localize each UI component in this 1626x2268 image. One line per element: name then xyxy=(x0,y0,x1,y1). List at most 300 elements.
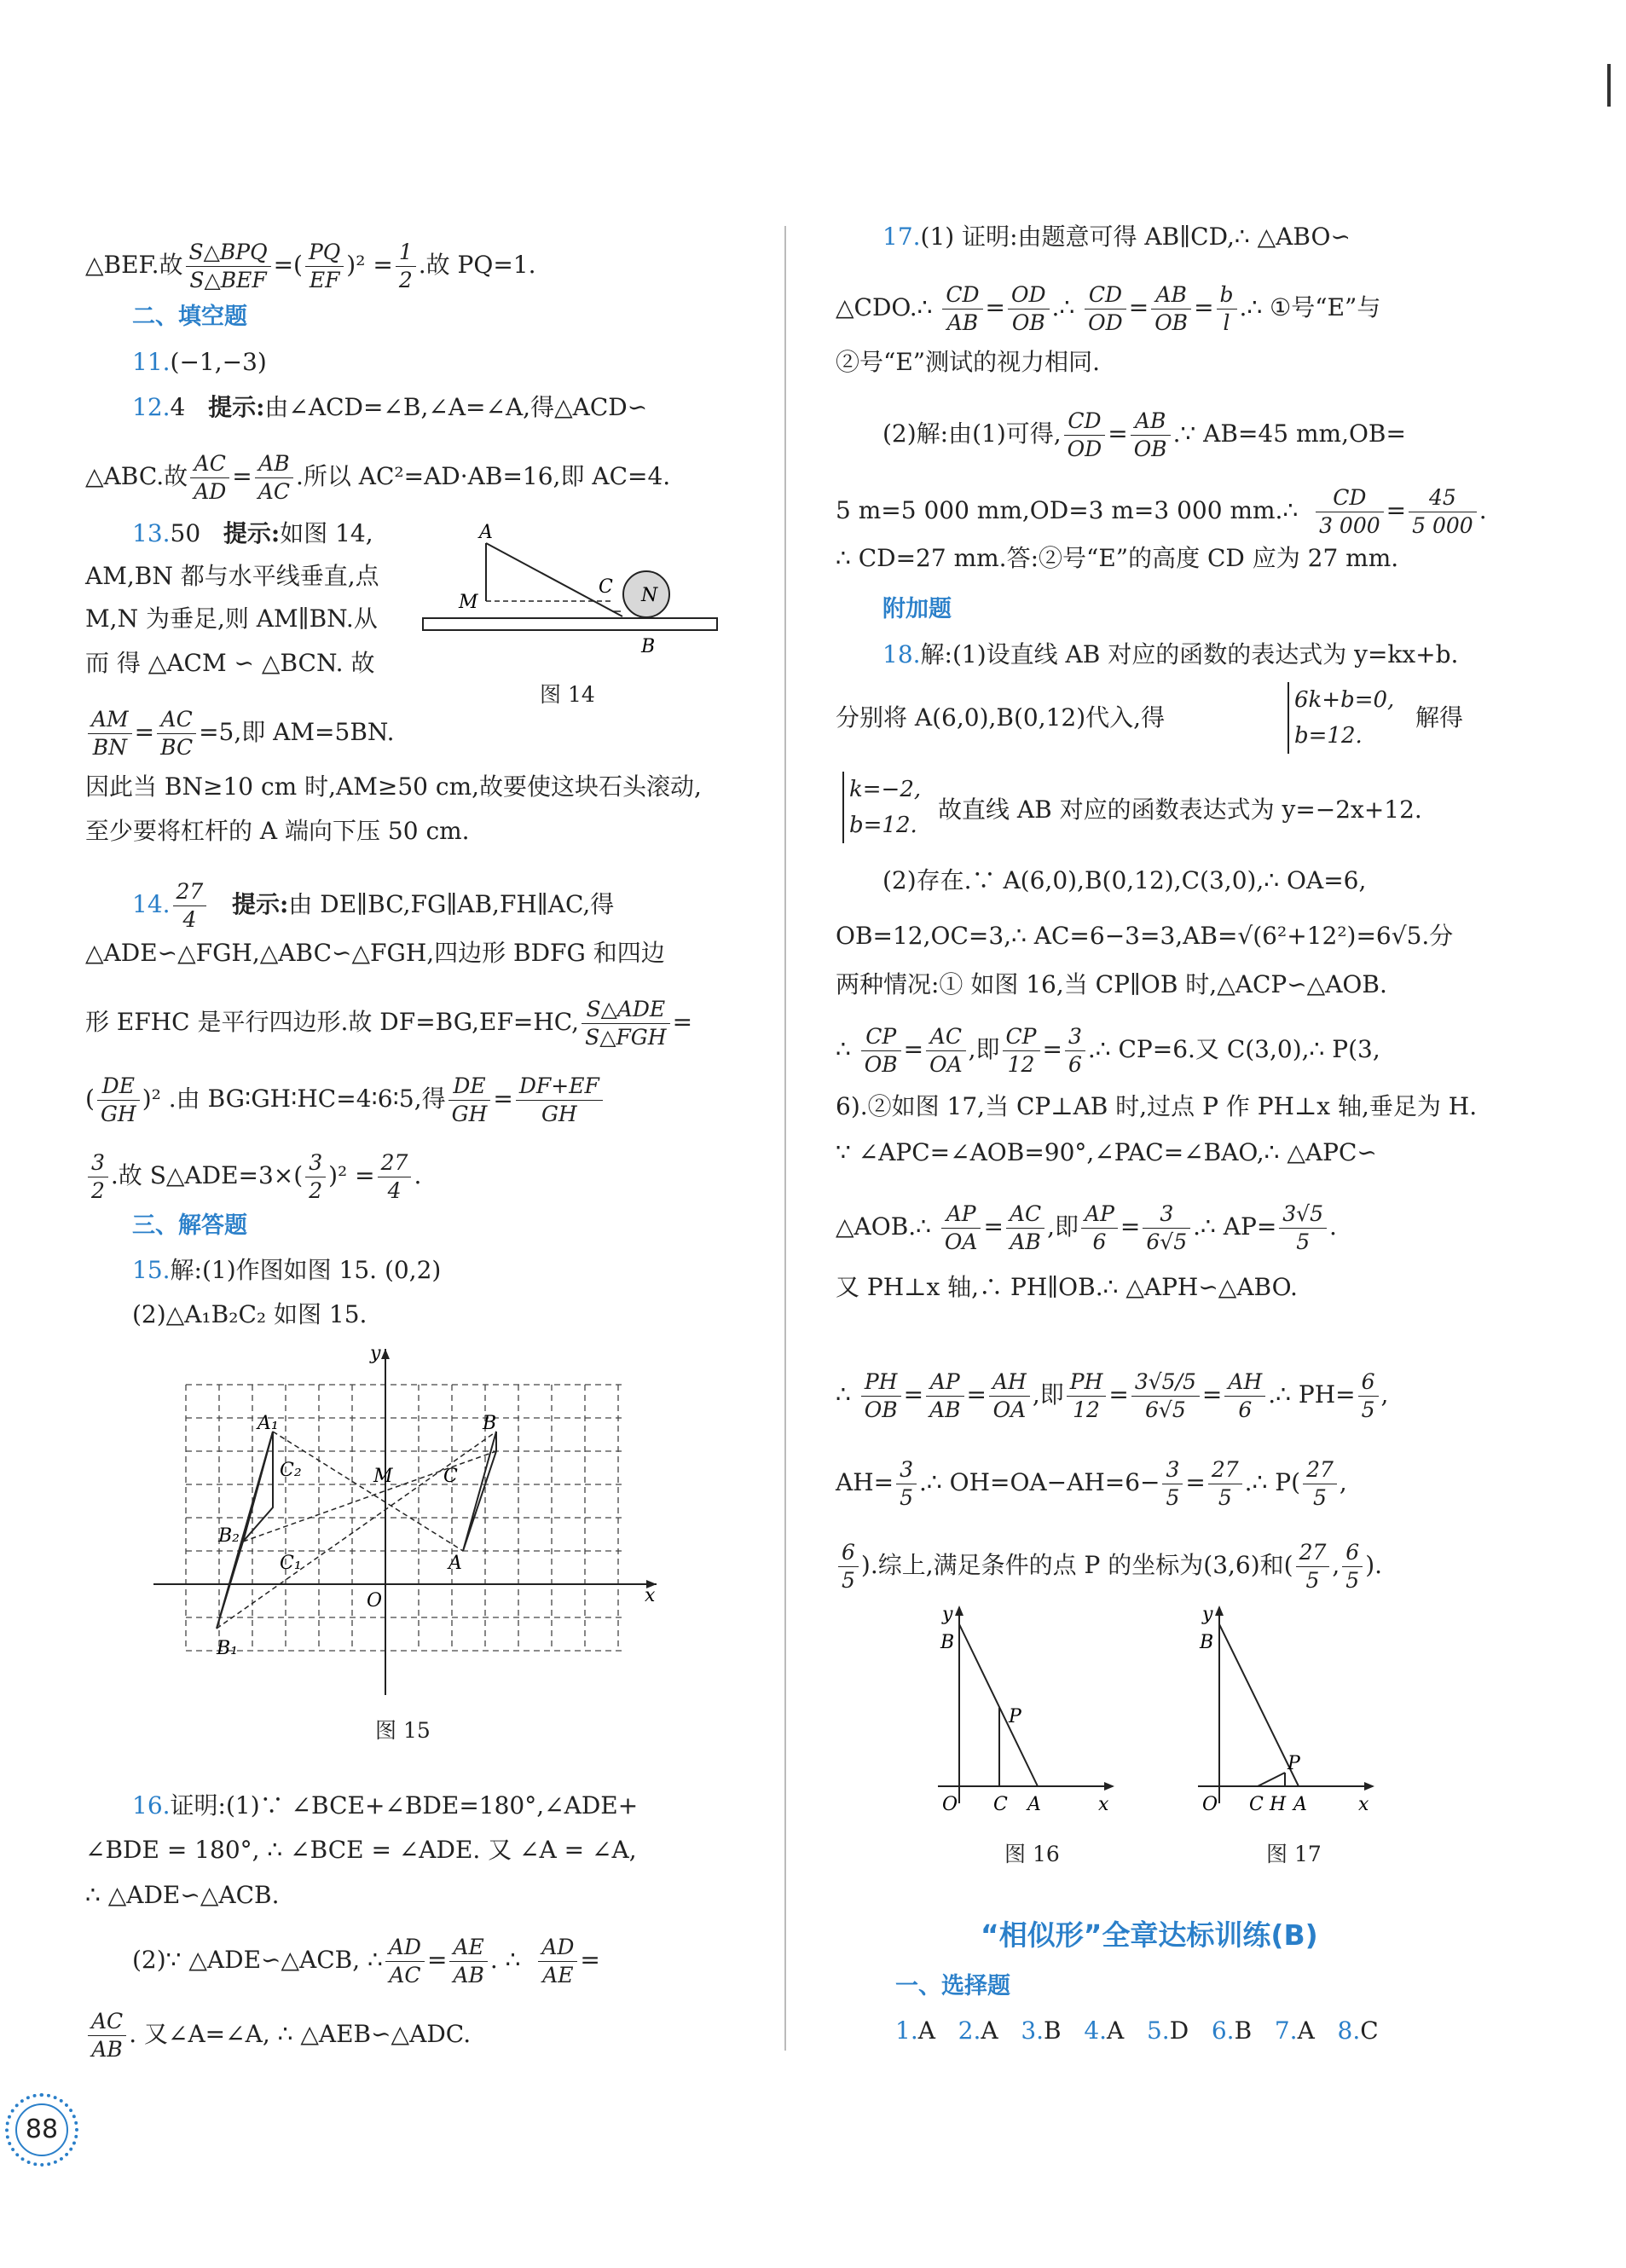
page-number-badge xyxy=(5,2093,78,2167)
den: OB xyxy=(864,1397,898,1422)
den: AC xyxy=(257,479,290,504)
num: CP xyxy=(861,1023,901,1051)
q16-line-2: ∠BDE = 180°, ∴ ∠BCE = ∠ADE. 又 ∠A = ∠A, xyxy=(85,1836,637,1864)
den: AB xyxy=(929,1397,961,1422)
dashed-lines xyxy=(217,1432,496,1629)
label-c: C xyxy=(1249,1794,1264,1815)
answer-number: 2. xyxy=(958,2016,981,2045)
q18-line-4: (2)存在.∵ A(6,0),B(0,12),C(3,0),∴ OA=6, xyxy=(882,866,1367,894)
q13-line-5: $\frac{AM}{BN}$ = $\frac{AC}{BC}$ =5,即 AM=5BN. xyxy=(85,706,395,761)
q18-line-9: ∵ ∠APC=∠AOB=90°,∠PAC=∠BAO,∴ △APC∽ xyxy=(836,1138,1377,1166)
q13-line-3: M,N 为垂足,则 AM∥BN.从 xyxy=(85,605,378,633)
num: CP xyxy=(1003,1023,1040,1051)
fraction xyxy=(1217,281,1237,337)
fraction xyxy=(449,1934,487,1989)
answer-number: 7. xyxy=(1274,2016,1298,2045)
answer-item xyxy=(1212,2016,1252,2045)
hint-label: 提示: xyxy=(232,890,289,918)
y-axis-arrow xyxy=(955,1606,963,1616)
fraction xyxy=(1296,1539,1330,1594)
answer-number: 3. xyxy=(1021,2016,1044,2045)
question-number: 18. xyxy=(882,640,921,668)
text: )² = xyxy=(328,1161,375,1189)
num: AB xyxy=(1151,281,1191,310)
line-1 xyxy=(85,239,536,294)
label-b: B xyxy=(641,636,656,657)
q16-line-1 xyxy=(132,1789,638,1823)
text: .∴ P( xyxy=(1244,1468,1301,1496)
text: ).综上,满足条件的点 P 的坐标为(3,6)和( xyxy=(860,1551,1293,1579)
den: OD xyxy=(1088,310,1123,335)
text: . ∴ xyxy=(489,1946,521,1974)
text: (2)解:由(1)可得, xyxy=(882,419,1062,448)
equation-system-2 xyxy=(842,772,921,843)
num: 27 xyxy=(378,1149,412,1177)
num: AB xyxy=(255,450,293,478)
num: AC xyxy=(157,706,196,734)
q18-line-6: 两种情况:① 如图 16,当 CP∥OB 时,△ACP∽△AOB. xyxy=(836,970,1387,998)
fraction xyxy=(97,1073,140,1128)
text: △ABC.故 xyxy=(85,462,188,490)
num: 3 xyxy=(88,1149,108,1177)
answer-value: A xyxy=(1297,2016,1315,2045)
den: 6 xyxy=(1238,1397,1253,1422)
label-a1: A₁ xyxy=(257,1413,279,1434)
answer-number: 1. xyxy=(895,2016,918,2045)
fraction xyxy=(88,706,132,761)
q15-line-1 xyxy=(132,1253,441,1287)
den: 12 xyxy=(1073,1397,1100,1422)
label-b: B xyxy=(1200,1632,1214,1653)
q16-line-4: (2)∵ △ADE∽△ACB, ∴ $\frac{AD}{AC}$ = $\frac{AE}{AB}$ . ∴ $\frac{AD}{AE}$ = xyxy=(132,1935,600,1987)
text: . 又∠A=∠A, ∴ △AEB∽△ADC. xyxy=(129,2020,472,2048)
label-c: C xyxy=(443,1466,458,1487)
num: 27 xyxy=(1208,1456,1242,1484)
chapter-title: “相似形”全章达标训练(B) xyxy=(981,1918,1318,1952)
fraction xyxy=(378,1149,412,1205)
label-c: C xyxy=(993,1794,1008,1815)
den: 5 xyxy=(1345,1568,1360,1593)
text: =5,即 AM=5BN. xyxy=(199,718,395,746)
label-a: A xyxy=(1027,1794,1041,1815)
text: .∴ PH= xyxy=(1268,1380,1356,1409)
section-solve-heading: 三、解答题 xyxy=(132,1212,247,1239)
fraction xyxy=(1085,281,1126,337)
num: AE xyxy=(449,1934,487,1962)
fraction xyxy=(190,450,229,506)
fraction xyxy=(1303,1456,1337,1512)
answer-number: 6. xyxy=(1211,2016,1235,2045)
fraction xyxy=(1131,408,1171,463)
fraction xyxy=(255,450,293,506)
q17-line-6: ∴ CD=27 mm.答:②号“E”的高度 CD 应为 27 mm. xyxy=(836,544,1399,572)
fraction xyxy=(896,1456,917,1512)
num: CD xyxy=(1064,408,1106,436)
q17-line-2: △CDO.∴ $\frac{CD}{AB}$ = $\frac{OD}{OB}$ .∴ $\frac{CD}{OD}$ = $\frac{AB}{OB}$ = $\frac{b}{l}$ .∴ ①号“E”与 xyxy=(836,282,1381,335)
den: 4 xyxy=(387,1178,402,1203)
section-extra-heading: 附加题 xyxy=(882,596,952,622)
x-axis-arrow xyxy=(1104,1782,1114,1791)
num: 3 xyxy=(896,1456,917,1484)
fraction xyxy=(942,281,982,337)
den: AE xyxy=(542,1963,574,1987)
y-axis-arrow xyxy=(1215,1606,1224,1616)
num: 27 xyxy=(173,878,207,906)
text: (−1,−3) xyxy=(170,348,267,376)
label-y: y xyxy=(942,1604,953,1625)
fraction xyxy=(173,878,207,934)
den: 6 xyxy=(1092,1229,1107,1254)
num: PH xyxy=(861,1368,901,1397)
text: .∴ ①号“E”与 xyxy=(1239,293,1381,321)
num: 3√5/5 xyxy=(1131,1368,1200,1397)
den: GH xyxy=(451,1102,488,1126)
den: 5 xyxy=(1361,1397,1375,1422)
q11 xyxy=(132,345,267,379)
num: CD xyxy=(1316,484,1384,512)
den: AB xyxy=(946,310,979,335)
num: 45 xyxy=(1409,484,1477,512)
den: OA xyxy=(992,1397,1027,1422)
text: △CDO.∴ xyxy=(836,293,933,321)
text: AH= xyxy=(836,1468,894,1496)
den: 6√5 xyxy=(1145,1397,1186,1422)
text: 分别将 A(6,0),B(0,12)代入,得 xyxy=(836,703,1166,732)
num: 27 xyxy=(1296,1539,1330,1567)
answer-value: C xyxy=(1360,2016,1379,2045)
den: EF xyxy=(309,268,340,292)
num: 1 xyxy=(396,239,416,267)
text: (2)∵ △ADE∽△ACB, ∴ xyxy=(132,1946,383,1974)
answer: 50 xyxy=(170,519,201,547)
q16-line-5 xyxy=(85,2008,471,2063)
q13-line-2: AM,BN 都与水平线垂直,点 xyxy=(85,562,379,590)
answer-item xyxy=(895,2016,935,2045)
den: OB xyxy=(864,1052,898,1077)
fraction xyxy=(1224,1368,1265,1424)
figure-17-caption: 图 17 xyxy=(1266,1842,1322,1866)
text: 解:(1)作图如图 15. (0,2) xyxy=(170,1256,442,1284)
text: .所以 AC²=AD·AB=16,即 AC=4. xyxy=(295,462,671,490)
den: 3 000 xyxy=(1319,513,1380,538)
q18-line-8: 6).②如图 17,当 CP⊥AB 时,过点 P 作 PH⊥x 轴,垂足为 H. xyxy=(836,1092,1478,1120)
question-number: 14. xyxy=(132,890,171,918)
fraction xyxy=(1316,484,1384,540)
text: 由 DE∥BC,FG∥AB,FH∥AC,得 xyxy=(288,890,615,918)
answer-row xyxy=(895,2014,1379,2048)
label-b1: B₁ xyxy=(217,1638,238,1659)
fraction xyxy=(941,1201,981,1256)
fraction xyxy=(1067,1368,1107,1424)
answer-value: B xyxy=(1234,2016,1253,2045)
label-o: O xyxy=(1202,1794,1218,1815)
figure-16-caption: 图 16 xyxy=(1004,1842,1060,1866)
num: DF+EF xyxy=(516,1073,603,1101)
fraction xyxy=(861,1023,901,1079)
q13-line-1 xyxy=(132,517,373,551)
fraction xyxy=(926,1368,963,1424)
num: AH xyxy=(989,1368,1030,1397)
num: AC xyxy=(1006,1201,1044,1229)
section-fill-heading: 二、填空题 xyxy=(132,304,247,330)
num: AP xyxy=(926,1368,963,1397)
den: 2 xyxy=(398,268,413,292)
den: OB xyxy=(1011,310,1045,335)
text: (1) 证明:由题意可得 AB∥CD,∴ △ABO∽ xyxy=(920,223,1351,251)
text: ,即 xyxy=(1047,1212,1079,1241)
fraction xyxy=(385,1934,425,1989)
question-number: 16. xyxy=(132,1791,171,1820)
fraction xyxy=(1143,1201,1190,1256)
fraction xyxy=(1358,1368,1379,1424)
fraction xyxy=(186,239,271,294)
fraction xyxy=(157,706,196,761)
num: AC xyxy=(926,1023,966,1051)
label-a: A xyxy=(448,1553,462,1574)
text: .故 PQ=1. xyxy=(418,251,536,279)
fraction xyxy=(1409,484,1477,540)
den: BC xyxy=(160,735,194,760)
den: 5 xyxy=(842,1568,855,1593)
den: 2 xyxy=(91,1178,105,1203)
q18-line-11: 又 PH⊥x 轴,∴ PH∥OB.∴ △APH∽△ABO. xyxy=(836,1273,1298,1301)
answer-number: 8. xyxy=(1337,2016,1361,2045)
q18-line-7: ∴ $\frac{CP}{OB}$ = $\frac{AC}{OA}$ ,即 $\frac{CP}{12}$ = $\frac{3}{6}$ .∴ CP=6.又 C(3,0),∴ P(3, xyxy=(836,1024,1380,1077)
den: OB xyxy=(1154,310,1189,335)
equation: b=12. xyxy=(1294,723,1363,749)
num: AP xyxy=(941,1201,981,1229)
question-number: 12. xyxy=(132,393,171,421)
label-p: P xyxy=(1287,1753,1300,1774)
fraction xyxy=(448,1073,491,1128)
fraction xyxy=(88,2008,126,2063)
num: 3 xyxy=(1065,1023,1085,1051)
den: OB xyxy=(1133,437,1167,461)
num: S△BPQ xyxy=(186,239,271,267)
fraction xyxy=(861,1368,901,1424)
label-a: A xyxy=(479,522,493,543)
answer-item xyxy=(1338,2016,1379,2045)
hint-label: 提示: xyxy=(223,519,281,547)
den: 5 xyxy=(1313,1485,1327,1510)
q14-line-5: $\frac{3}{2}$ .故 S△ADE=3×( $\frac{3}{2}$ )² = $\frac{27}{4}$ . xyxy=(85,1149,421,1205)
num: S△ADE xyxy=(582,996,669,1024)
q12-line-1 xyxy=(132,391,647,425)
q18-line-10: △AOB.∴ $\frac{AP}{OA}$ = $\frac{AC}{AB}$ ,即 $\frac{AP}{6}$ = $\frac{3}{6√5}$ .∴ AP= $\frac{3√5}{5}$ . xyxy=(836,1201,1337,1254)
text: 如图 14, xyxy=(280,519,373,547)
den: S△BEF xyxy=(189,268,267,292)
answer-item xyxy=(1084,2016,1124,2045)
q18-line-12: ∴ $\frac{PH}{OB}$ = $\frac{AP}{AB}$ = $\frac{AH}{OA}$ ,即 $\frac{PH}{12}$ = $\frac{3√5/5}{6√5}$ = $\frac{AH}{6}$ .∴ PH= $\frac{6}{5}$ , xyxy=(836,1369,1389,1422)
text: 形 EFHC 是平行四边形.故 DF=BG,EF=HC, xyxy=(85,1008,580,1036)
label-o: O xyxy=(367,1590,383,1611)
fraction xyxy=(88,1149,108,1205)
text: ∴ xyxy=(836,1035,851,1063)
fraction xyxy=(838,1539,859,1594)
fraction xyxy=(1279,1201,1327,1256)
den: 12 xyxy=(1007,1052,1035,1077)
num: AH xyxy=(1224,1368,1265,1397)
answer-item xyxy=(1021,2016,1061,2045)
q18-line-14: $\frac{6}{5}$ ).综上,满足条件的点 P 的坐标为(3,6)和( $\frac{27}{5}$ , $\frac{6}{5}$ ). xyxy=(836,1539,1382,1594)
fraction xyxy=(989,1368,1030,1424)
den: AD xyxy=(194,479,227,504)
answer-value: B xyxy=(1044,2016,1062,2045)
label-m: M xyxy=(459,592,478,613)
num: AD xyxy=(385,1934,425,1962)
label-b: B xyxy=(940,1632,955,1653)
q14-line-2: △ADE∽△FGH,△ABC∽△FGH,四边形 BDFG 和四边 xyxy=(85,939,665,967)
label-n: N xyxy=(641,585,658,606)
fraction xyxy=(305,1149,326,1205)
label-c1: C₁ xyxy=(280,1553,302,1574)
equation: 6k+b=0, xyxy=(1294,687,1395,713)
num: DE xyxy=(448,1073,491,1101)
fraction xyxy=(1065,1023,1085,1079)
answer-number: 4. xyxy=(1084,2016,1108,2045)
text: ,即 xyxy=(1032,1380,1064,1409)
answer-value: A xyxy=(917,2016,935,2045)
text: 5 m=5 000 mm,OD=3 m=3 000 mm.∴ xyxy=(836,496,1299,524)
den: AC xyxy=(389,1963,421,1987)
q18-solve-label: 解得 xyxy=(1415,703,1464,732)
num: 3 xyxy=(1143,1201,1190,1229)
num: CD xyxy=(1085,281,1126,310)
den: OD xyxy=(1067,437,1102,461)
den: 6 xyxy=(1068,1052,1082,1077)
figure-14-caption: 图 14 xyxy=(540,682,595,707)
den: OA xyxy=(944,1229,978,1254)
answer-value: A xyxy=(1107,2016,1125,2045)
equation: b=12. xyxy=(849,813,917,838)
den: 5 xyxy=(1166,1485,1180,1510)
q13-line-6: 因此当 BN≥10 cm 时,AM≥50 cm,故要使这块石头滚动, xyxy=(85,772,702,801)
num: 6 xyxy=(1358,1368,1379,1397)
den: 4 xyxy=(182,907,197,932)
den: AB xyxy=(91,2037,123,2062)
text: .故 S△ADE=3×( xyxy=(110,1161,304,1189)
label-x: x xyxy=(645,1585,656,1606)
label-a: A xyxy=(1293,1794,1307,1815)
fraction xyxy=(1008,281,1050,337)
q17-line-5: 5 m=5 000 mm,OD=3 m=3 000 mm.∴ $\frac{CD}{3 000}$ = $\frac{45}{5 000}$ . xyxy=(836,485,1487,538)
answer-item xyxy=(958,2016,998,2045)
answer-value: A xyxy=(981,2016,998,2045)
fraction xyxy=(1342,1539,1363,1594)
y-axis-arrow xyxy=(381,1349,390,1359)
num: AC xyxy=(88,2008,126,2036)
grid xyxy=(186,1385,622,1651)
num: DE xyxy=(97,1073,140,1101)
hint-label: 提示: xyxy=(208,393,265,421)
fraction xyxy=(1081,1201,1118,1256)
q17-line-4: (2)解:由(1)可得, $\frac{CD}{OD}$ = $\frac{AB}{OB}$ .∵ AB=45 mm,OB= xyxy=(882,408,1406,461)
text: =( xyxy=(273,251,303,279)
text: ∴ xyxy=(836,1380,851,1409)
answer-item xyxy=(1147,2016,1189,2045)
equation-system-1 xyxy=(1287,682,1394,754)
fraction xyxy=(538,1934,577,1989)
text: .∵ AB=45 mm,OB= xyxy=(1172,419,1406,448)
q14-line-3: 形 EFHC 是平行四边形.故 DF=BG,EF=HC, $\frac{\text{S△ADE}}{\text{S△FGH}}$ = xyxy=(85,997,693,1050)
q18-line-2 xyxy=(836,701,1165,735)
den: AB xyxy=(453,1963,484,1987)
answer: 4 xyxy=(170,393,186,421)
fraction xyxy=(1208,1456,1242,1512)
label-c: C xyxy=(599,576,613,598)
text: )² = xyxy=(346,251,393,279)
figure-14 xyxy=(418,516,725,665)
label-y: y xyxy=(1202,1604,1213,1625)
num: AM xyxy=(88,706,132,734)
text: 证明:(1)∵ ∠BCE+∠BDE=180°,∠ADE+ xyxy=(170,1791,639,1820)
equation: k=−2, xyxy=(849,777,922,802)
text: .∴ AP= xyxy=(1193,1212,1277,1241)
label-o: O xyxy=(942,1794,958,1815)
lever-ground xyxy=(423,618,717,630)
den: S△FGH xyxy=(585,1025,667,1050)
figure-17 xyxy=(1189,1599,1386,1816)
question-number: 17. xyxy=(882,223,921,251)
num: 3√5 xyxy=(1279,1201,1327,1229)
label-y: y xyxy=(370,1343,381,1364)
answer-item xyxy=(1275,2016,1315,2045)
fraction xyxy=(396,239,416,294)
den: 5 xyxy=(900,1485,914,1510)
text: △AOB.∴ xyxy=(836,1212,931,1241)
figure-15 xyxy=(145,1337,674,1704)
fraction xyxy=(1162,1456,1183,1512)
text: ,即 xyxy=(968,1035,1000,1063)
q12-line-2: △ABC.故 $\frac{AC}{AD}$ = $\frac{AB}{AC}$ .所以 AC²=AD·AB=16,即 AC=4. xyxy=(85,451,671,504)
fraction xyxy=(926,1023,966,1079)
num: 6 xyxy=(838,1539,859,1567)
den: 6√5 xyxy=(1146,1229,1188,1254)
section-choice-heading: 一、选择题 xyxy=(895,1973,1010,1999)
label-p: P xyxy=(1009,1706,1021,1727)
den: 5 xyxy=(1296,1229,1311,1254)
num: OD xyxy=(1008,281,1050,310)
fraction xyxy=(305,239,344,294)
text: 由∠ACD=∠B,∠A=∠A,得△ACD∽ xyxy=(264,393,648,421)
q18-line-3: 故直线 AB 对应的函数表达式为 y=−2x+12. xyxy=(938,796,1422,824)
figure-16 xyxy=(934,1599,1130,1816)
num: AP xyxy=(1081,1201,1118,1229)
den: 5 xyxy=(1218,1485,1232,1510)
label-c2: C₂ xyxy=(280,1460,302,1481)
num: 3 xyxy=(1162,1456,1183,1484)
figure-15-caption: 图 15 xyxy=(375,1718,431,1743)
num: 27 xyxy=(1303,1456,1337,1484)
q13-line-4: 而 得 △ACM ∽ △BCN. 故 xyxy=(85,649,375,677)
q13-line-7: 至少要将杠杆的 A 端向下压 50 cm. xyxy=(85,817,470,845)
q16-line-3: ∴ △ADE∽△ACB. xyxy=(85,1881,280,1909)
fraction xyxy=(1151,281,1191,337)
label-b: B xyxy=(483,1413,497,1434)
q18-line-1 xyxy=(882,638,1458,672)
den: l xyxy=(1223,310,1230,335)
label-m: M xyxy=(373,1466,393,1487)
question-number: 11. xyxy=(132,348,171,376)
den: GH xyxy=(100,1102,136,1126)
text: )² .由 BG∶GH∶HC=4∶6∶5,得 xyxy=(142,1085,446,1113)
segment-cp xyxy=(1258,1773,1285,1786)
num: PH xyxy=(1067,1368,1107,1397)
label-x: x xyxy=(1358,1794,1369,1815)
question-number: 13. xyxy=(132,519,171,547)
fraction xyxy=(1006,1201,1044,1256)
num: 6 xyxy=(1342,1539,1363,1567)
